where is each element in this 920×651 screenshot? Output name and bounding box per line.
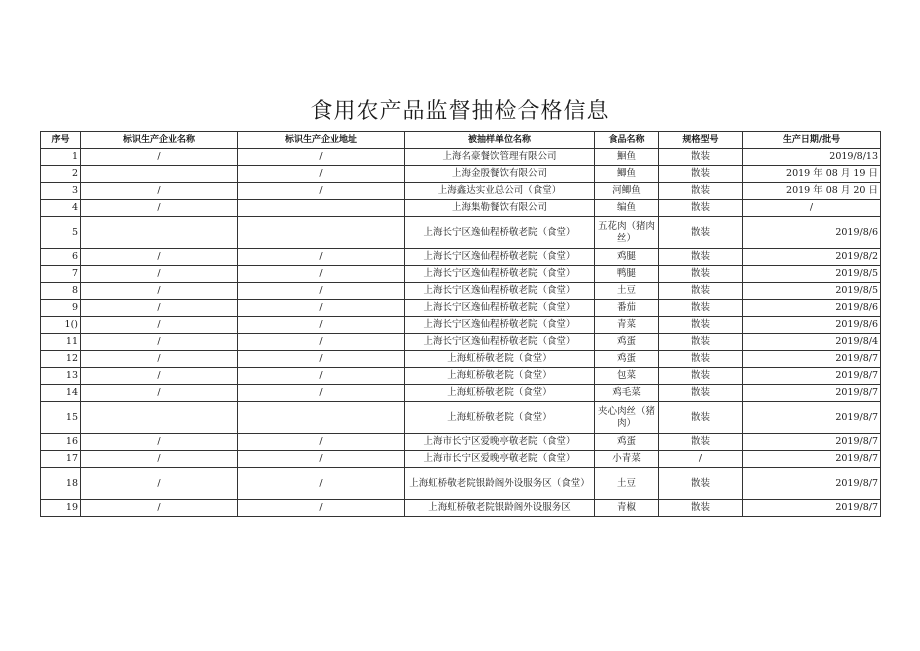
cell-date-batch: 2019/8/13 — [743, 149, 881, 166]
cell-date-batch: 2019/8/7 — [743, 434, 881, 451]
table-row — [41, 283, 881, 300]
cell-spec: 散装 — [659, 334, 743, 351]
cell-no: 9 — [41, 300, 81, 317]
cell-sampled-unit: 上海虹桥敬老院（食堂） — [405, 385, 595, 402]
table-row — [41, 368, 881, 385]
cell-address — [238, 200, 405, 217]
cell-no: 4 — [41, 200, 81, 217]
cell-company: / — [81, 334, 238, 351]
cell-date-batch: 2019/8/7 — [743, 451, 881, 468]
cell-company: / — [81, 249, 238, 266]
cell-spec: 散装 — [659, 317, 743, 334]
cell-address: / — [238, 368, 405, 385]
cell-sampled-unit: 上海长宁区逸仙程桥敬老院（食堂） — [405, 249, 595, 266]
cell-sampled-unit: 上海虹桥敬老院银龄阁外设服务区 — [405, 500, 595, 517]
cell-food-name: 土豆 — [595, 283, 659, 300]
cell-food-name: 包菜 — [595, 368, 659, 385]
cell-address: / — [238, 334, 405, 351]
cell-sampled-unit: 上海金殷餐饮有限公司 — [405, 166, 595, 183]
cell-date-batch: 2019/8/6 — [743, 317, 881, 334]
table-row — [41, 385, 881, 402]
cell-company: / — [81, 434, 238, 451]
cell-date-batch: 2019/8/7 — [743, 368, 881, 385]
cell-sampled-unit: 上海长宁区逸仙程桥敬老院（食堂） — [405, 266, 595, 283]
header-address: 标识生产企业地址 — [238, 132, 405, 149]
cell-no: 12 — [41, 351, 81, 368]
cell-food-name: 夹心肉丝（猪肉） — [595, 402, 659, 434]
cell-no: 17 — [41, 451, 81, 468]
cell-company — [81, 402, 238, 434]
cell-sampled-unit: 上海市长宁区爱晚亭敬老院（食堂） — [405, 434, 595, 451]
table-header-row — [41, 132, 881, 149]
cell-spec: 散装 — [659, 351, 743, 368]
cell-address: / — [238, 283, 405, 300]
cell-sampled-unit: 上海长宁区逸仙程桥敬老院（食堂） — [405, 283, 595, 300]
cell-sampled-unit: 上海虹桥敬老院（食堂） — [405, 402, 595, 434]
header-sampled-unit: 被抽样单位名称 — [405, 132, 595, 149]
cell-food-name: 鮰鱼 — [595, 149, 659, 166]
cell-company: / — [81, 385, 238, 402]
cell-company: / — [81, 183, 238, 200]
cell-spec: 散装 — [659, 368, 743, 385]
table-row — [41, 317, 881, 334]
header-spec: 规格型号 — [659, 132, 743, 149]
cell-spec: 散装 — [659, 500, 743, 517]
cell-sampled-unit: 上海虹桥敬老院银龄阁外设服务区（食堂） — [405, 468, 595, 500]
cell-company: / — [81, 351, 238, 368]
cell-company: / — [81, 500, 238, 517]
header-food-name: 食品名称 — [595, 132, 659, 149]
cell-spec: 散装 — [659, 283, 743, 300]
header-company: 标识生产企业名称 — [81, 132, 238, 149]
cell-spec: 散装 — [659, 149, 743, 166]
cell-spec: 散装 — [659, 166, 743, 183]
cell-spec: 散装 — [659, 217, 743, 249]
cell-no: 19 — [41, 500, 81, 517]
table-row — [41, 149, 881, 166]
cell-address: / — [238, 468, 405, 500]
cell-sampled-unit: 上海名豪餐饮管理有限公司 — [405, 149, 595, 166]
header-no: 序号 — [41, 132, 81, 149]
cell-food-name: 鸡蛋 — [595, 434, 659, 451]
cell-spec: 散装 — [659, 183, 743, 200]
cell-date-batch: 2019 年 08 月 19 日 — [743, 166, 881, 183]
header-date-batch: 生产日期/批号 — [743, 132, 881, 149]
table-row — [41, 217, 881, 249]
cell-spec: / — [659, 451, 743, 468]
cell-company: / — [81, 317, 238, 334]
cell-sampled-unit: 上海虹桥敬老院（食堂） — [405, 351, 595, 368]
cell-no: 6 — [41, 249, 81, 266]
cell-food-name: 番茄 — [595, 300, 659, 317]
cell-address: / — [238, 434, 405, 451]
table-row — [41, 402, 881, 434]
cell-sampled-unit: 上海鑫达实业总公司（食堂） — [405, 183, 595, 200]
cell-food-name: 土豆 — [595, 468, 659, 500]
cell-address: / — [238, 451, 405, 468]
cell-address: / — [238, 166, 405, 183]
cell-address: / — [238, 300, 405, 317]
cell-company: / — [81, 451, 238, 468]
cell-date-batch: 2019/8/7 — [743, 402, 881, 434]
cell-company: / — [81, 200, 238, 217]
cell-address — [238, 217, 405, 249]
cell-food-name: 鸡腿 — [595, 249, 659, 266]
cell-company: / — [81, 283, 238, 300]
cell-company: / — [81, 300, 238, 317]
cell-no: 7 — [41, 266, 81, 283]
cell-food-name: 河鲫鱼 — [595, 183, 659, 200]
cell-food-name: 五花肉（猪肉丝） — [595, 217, 659, 249]
cell-address: / — [238, 500, 405, 517]
cell-company — [81, 166, 238, 183]
cell-no: 1() — [41, 317, 81, 334]
cell-no: 1 — [41, 149, 81, 166]
table-row — [41, 200, 881, 217]
cell-no: 8 — [41, 283, 81, 300]
cell-no: 18 — [41, 468, 81, 500]
table-row — [41, 434, 881, 451]
cell-no: 16 — [41, 434, 81, 451]
cell-spec: 散装 — [659, 249, 743, 266]
cell-date-batch: 2019/8/5 — [743, 266, 881, 283]
cell-date-batch: / — [743, 200, 881, 217]
cell-spec: 散装 — [659, 468, 743, 500]
cell-sampled-unit: 上海虹桥敬老院（食堂） — [405, 368, 595, 385]
cell-food-name: 鸡毛菜 — [595, 385, 659, 402]
cell-date-batch: 2019/8/5 — [743, 283, 881, 300]
cell-food-name: 鸭腿 — [595, 266, 659, 283]
cell-address: / — [238, 249, 405, 266]
cell-food-name: 编鱼 — [595, 200, 659, 217]
cell-date-batch: 2019/8/7 — [743, 468, 881, 500]
table-row — [41, 249, 881, 266]
cell-date-batch: 2019/8/2 — [743, 249, 881, 266]
cell-spec: 散装 — [659, 434, 743, 451]
cell-date-batch: 2019/8/4 — [743, 334, 881, 351]
table-row — [41, 166, 881, 183]
table-row — [41, 183, 881, 200]
cell-no: 3 — [41, 183, 81, 200]
cell-address: / — [238, 183, 405, 200]
cell-food-name: 鲫鱼 — [595, 166, 659, 183]
cell-address: / — [238, 385, 405, 402]
cell-date-batch: 2019/8/7 — [743, 500, 881, 517]
table-row — [41, 500, 881, 517]
cell-food-name: 鸡蛋 — [595, 351, 659, 368]
cell-food-name: 小青菜 — [595, 451, 659, 468]
table-row — [41, 266, 881, 283]
table-row — [41, 468, 881, 500]
cell-sampled-unit: 上海集勒餐饮有限公司 — [405, 200, 595, 217]
cell-address: / — [238, 351, 405, 368]
cell-spec: 散装 — [659, 402, 743, 434]
cell-spec: 散装 — [659, 300, 743, 317]
table-row — [41, 334, 881, 351]
cell-address: / — [238, 266, 405, 283]
cell-spec: 散装 — [659, 385, 743, 402]
cell-food-name: 鸡蛋 — [595, 334, 659, 351]
cell-company: / — [81, 368, 238, 385]
cell-company — [81, 217, 238, 249]
cell-address: / — [238, 149, 405, 166]
cell-address — [238, 402, 405, 434]
cell-sampled-unit: 上海市长宁区爱晚亭敬老院（食堂） — [405, 451, 595, 468]
cell-date-batch: 2019 年 08 月 20 日 — [743, 183, 881, 200]
cell-address: / — [238, 317, 405, 334]
table-row — [41, 351, 881, 368]
cell-sampled-unit: 上海长宁区逸仙程桥敬老院（食堂） — [405, 317, 595, 334]
cell-company: / — [81, 468, 238, 500]
cell-sampled-unit: 上海长宁区逸仙程桥敬老院（食堂） — [405, 217, 595, 249]
cell-no: 14 — [41, 385, 81, 402]
cell-date-batch: 2019/8/6 — [743, 300, 881, 317]
cell-spec: 散装 — [659, 200, 743, 217]
cell-date-batch: 2019/8/7 — [743, 351, 881, 368]
document-title: 食用农产品监督抽检合格信息 — [310, 99, 610, 124]
cell-date-batch: 2019/8/6 — [743, 217, 881, 249]
cell-no: 11 — [41, 334, 81, 351]
cell-spec: 散装 — [659, 266, 743, 283]
cell-no: 2 — [41, 166, 81, 183]
cell-sampled-unit: 上海长宁区逸仙程桥敬老院（食堂） — [405, 300, 595, 317]
cell-no: 5 — [41, 217, 81, 249]
cell-food-name: 青菜 — [595, 317, 659, 334]
cell-no: 13 — [41, 368, 81, 385]
cell-sampled-unit: 上海长宁区逸仙程桥敬老院（食堂） — [405, 334, 595, 351]
table-row — [41, 300, 881, 317]
cell-no: 15 — [41, 402, 81, 434]
cell-company: / — [81, 149, 238, 166]
cell-food-name: 青椒 — [595, 500, 659, 517]
cell-company: / — [81, 266, 238, 283]
inspection-table — [40, 131, 881, 517]
cell-date-batch: 2019/8/7 — [743, 385, 881, 402]
table-row — [41, 451, 881, 468]
